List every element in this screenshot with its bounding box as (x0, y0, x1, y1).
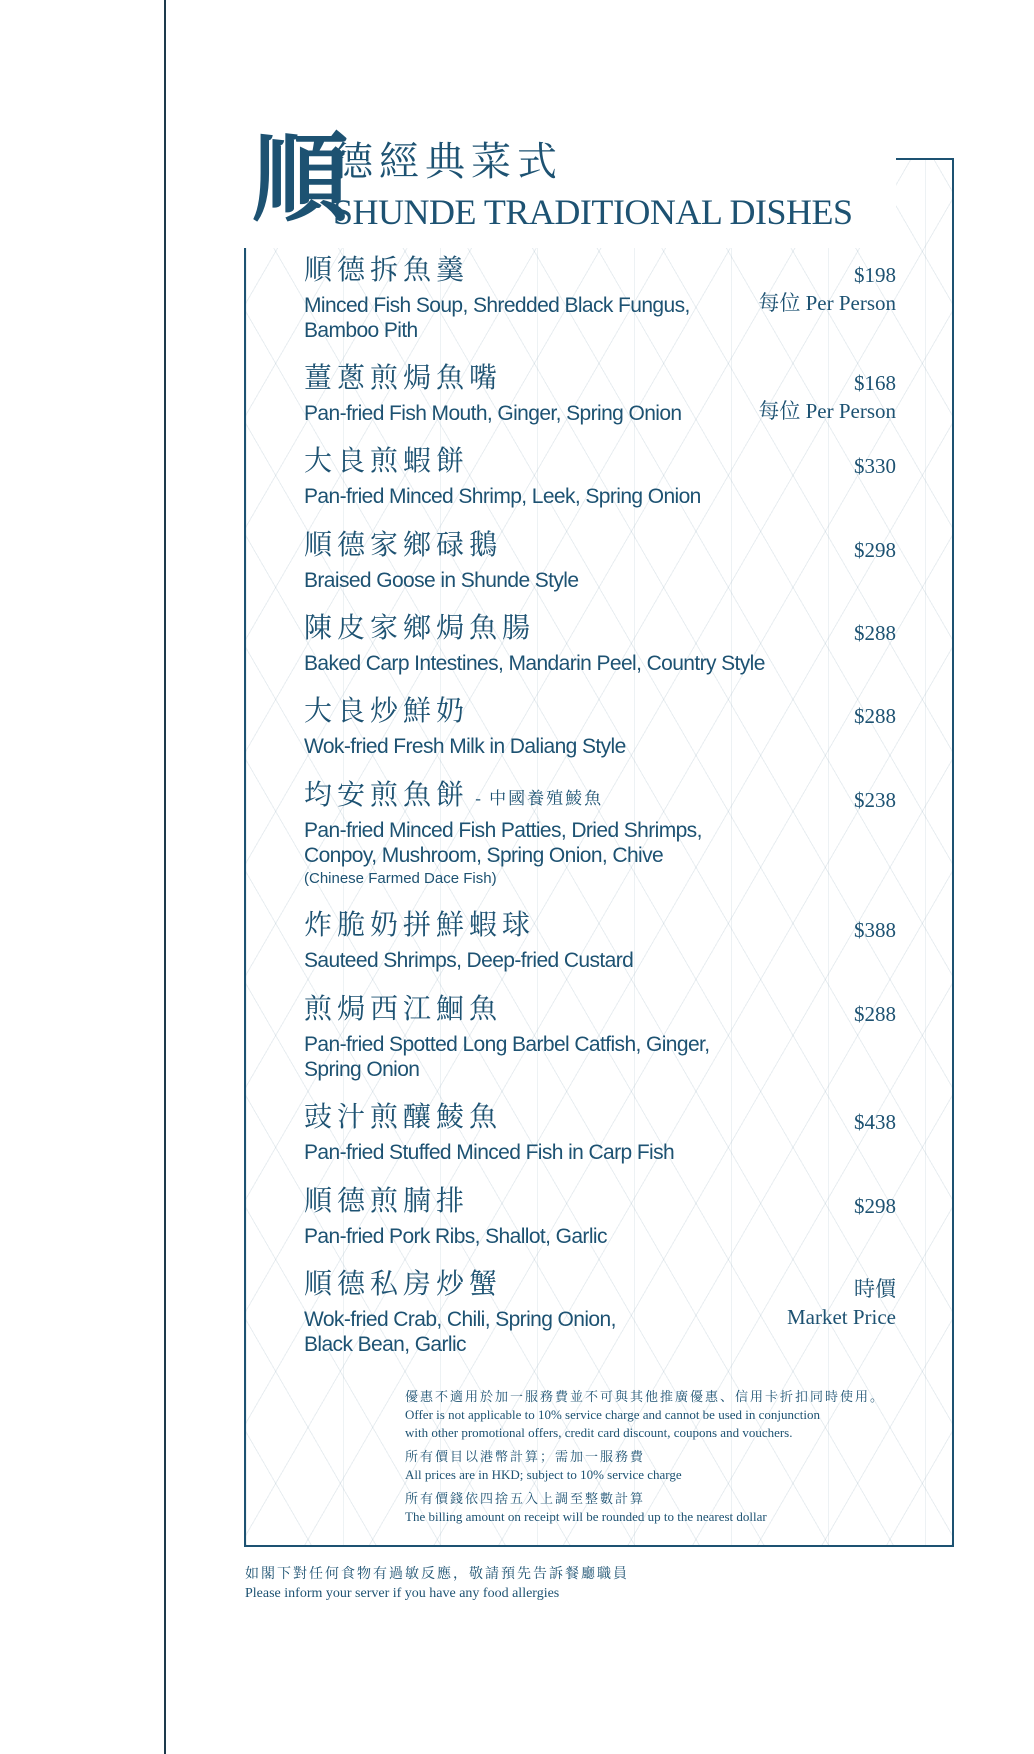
note-block (405, 1388, 905, 1442)
allergy-footer (245, 1565, 629, 1603)
dish-description (304, 1224, 607, 1249)
dish-description (304, 651, 765, 676)
dish-description (304, 734, 626, 759)
dish-name-chinese: 順德家鄉碌鵝 (304, 530, 503, 561)
dish-name-chinese: 陳皮家鄉焗魚腸 (304, 613, 536, 644)
page-title-chinese: 德經典菜式 (333, 139, 563, 184)
dish-description-line: Wok-fried Fresh Milk in Daliang Style (304, 735, 626, 758)
dish-price-note: 每位 Per Person (758, 291, 896, 315)
dish-description-line: Pan-fried Minced Shrimp, Leek, Spring Onion (304, 485, 701, 508)
dish-price: $198 (854, 263, 896, 287)
dish-name-chinese: 順德私房炒蟹 (304, 1269, 503, 1300)
dish-price: $438 (854, 1110, 896, 1134)
dish-description-line: Pan-fried Stuffed Minced Fish in Carp Fish (304, 1141, 675, 1164)
dish-description-line: Spring Onion (304, 1058, 420, 1081)
dish-name-chinese-text: 均安煎魚餅 (304, 780, 470, 811)
dish-name-chinese: 薑蔥煎焗魚嘴 (304, 363, 503, 394)
dish-price: $298 (854, 1194, 896, 1218)
dish-price: $288 (854, 621, 896, 645)
note-english-line: Offer is not applicable to 10% service charge and cannot be used in conjunction (405, 1407, 821, 1422)
dish-price: $388 (854, 918, 896, 942)
dish-name-chinese: 順德拆魚羹 (304, 255, 470, 286)
allergy-note-chinese: 如閣下對任何食物有過敏反應，敬請預先告訴餐廳職員 (245, 1567, 629, 1582)
dish-description (304, 948, 633, 973)
dish-description-line: Pan-fried Spotted Long Barbel Catfish, Ginger, (304, 1033, 710, 1056)
dish-description (304, 401, 682, 426)
left-margin-rule (164, 0, 166, 1754)
dish-price-note: 每位 Per Person (758, 399, 896, 423)
dish-price: $238 (854, 788, 896, 812)
dish-name-chinese: 炸脆奶拼鮮蝦球 (304, 910, 536, 941)
page-title-english: SHUNDE TRADITIONAL DISHES (333, 192, 853, 232)
note-chinese: 所有價錢依四捨五入上調至整數計算 (405, 1491, 646, 1506)
dish-description-line: Sauteed Shrimps, Deep-fried Custard (304, 949, 634, 972)
dish-name-note: - 中國養殖鯪魚 (469, 789, 604, 808)
dish-price: $288 (854, 1002, 896, 1026)
note-english-line: The billing amount on receipt will be rounded up to the nearest dollar (405, 1509, 767, 1524)
dish-description (304, 1307, 616, 1357)
allergy-note-english: Please inform your server if you have any food allergies (245, 1586, 560, 1601)
dish-price: 時價 (854, 1277, 896, 1301)
dish-description-line: Baked Carp Intestines, Mandarin Peel, Country Style (304, 652, 765, 675)
dish-description-line: Pan-fried Fish Mouth, Ginger, Spring Onion (304, 402, 682, 425)
dish-description-line: Black Bean, Garlic (304, 1333, 466, 1356)
dish-name-chinese: 大良炒鮮奶 (304, 696, 470, 727)
dish-description (304, 1032, 710, 1082)
dish-price-note: Market Price (786, 1305, 896, 1329)
note-chinese: 優惠不適用於加一服務費並不可與其他推廣優惠、信用卡折扣同時使用。 (405, 1389, 886, 1404)
dish-name-chinese: 順德煎腩排 (304, 1186, 470, 1217)
dish-description-line: Wok-fried Crab, Chili, Spring Onion, (304, 1308, 616, 1331)
dish-name-chinese: 煎焗西江鮰魚 (304, 994, 503, 1025)
dish-description (304, 293, 690, 343)
dish-name-chinese: 豉汁煎釀鯪魚 (304, 1102, 503, 1133)
dish-description-note: (Chinese Farmed Dace Fish) (304, 870, 497, 887)
dish-description-line: Pan-fried Minced Fish Patties, Dried Shrimps, (304, 819, 702, 842)
dish-description-line: Minced Fish Soup, Shredded Black Fungus, (304, 294, 690, 317)
dish-description-line: Braised Goose in Shunde Style (304, 569, 579, 592)
note-english-line: All prices are in HKD; subject to 10% service charge (405, 1467, 682, 1482)
dish-price: $288 (854, 704, 896, 728)
title-initial-character: 順 (252, 126, 348, 233)
dish-description (304, 568, 578, 593)
dish-price: $298 (854, 538, 896, 562)
note-block (405, 1448, 905, 1484)
terms-notes (405, 1388, 905, 1532)
note-english-line: with other promotional offers, credit card discount, coupons and vouchers. (405, 1425, 793, 1440)
dish-description-line: Pan-fried Pork Ribs, Shallot, Garlic (304, 1225, 607, 1248)
dish-description-line: Conpoy, Mushroom, Spring Onion, Chive (304, 844, 664, 867)
dish-description (304, 1140, 674, 1165)
dish-name-chinese: 大良煎蝦餅 (304, 446, 470, 477)
note-block (405, 1490, 905, 1526)
dish-description (304, 818, 702, 868)
dish-name-chinese (304, 780, 603, 815)
dish-price: $330 (854, 454, 896, 478)
dish-price: $168 (854, 371, 896, 395)
dish-description (304, 484, 701, 509)
note-chinese: 所有價目以港幣計算；需加一服務費 (405, 1449, 646, 1464)
dish-description-line: Bamboo Pith (304, 319, 418, 342)
